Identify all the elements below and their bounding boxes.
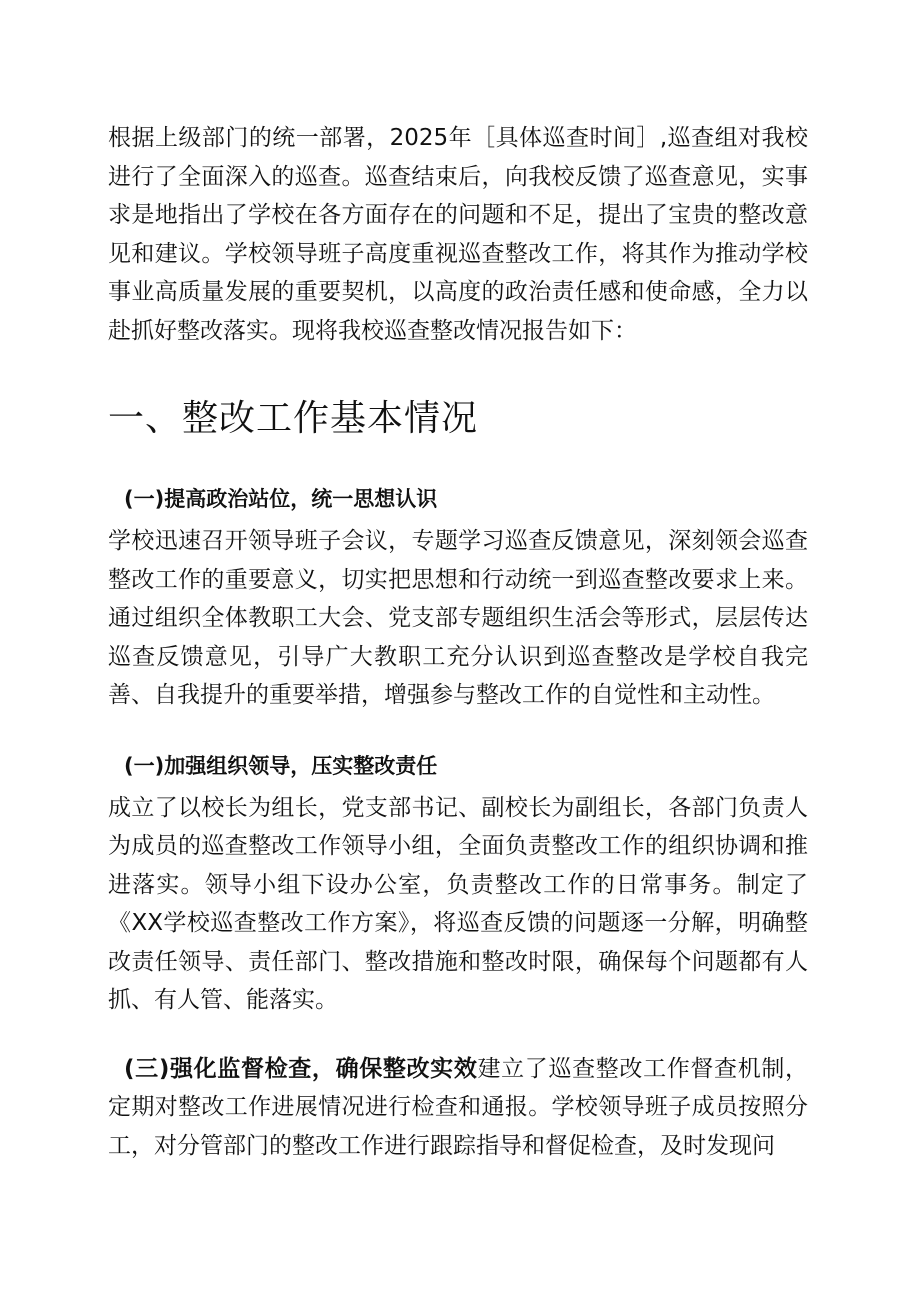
section-1-title: 一、整改工作基本情况 (108, 398, 479, 439)
subsection-3-body: 建立了巡查整改工作督查机制，定期对整改工作进展情况进行检查和通报。学校领导班子成员按照分工，对分管部门的整改工作进行跟踪指导和督促检查，及时发现问 (108, 1055, 809, 1159)
document-page (108, 119, 808, 1165)
subsection-1-body: 学校迅速召开领导班子会议，专题学习巡查反馈意见，深刻领会巡查整改工作的重要意义，切实把思想和行动统一到巡查整改要求上来。通过组织全体教职工大会、党支部专题组织生活会等形式，层层传达巡查反馈意见，引导广大教职工充分认识到巡查整改是学校自我完善、自我提升的重要举措，增强参与整改工作的自觉性和主动性。 (108, 528, 808, 708)
subsection-3-heading: (三)强化监督检查，确保整改实效 (124, 1055, 478, 1082)
subsection-3-paragraph (108, 1050, 808, 1166)
subsection-2-body: 成立了以校长为组长，党支部书记、副校长为副组长，各部门负责人为成员的巡查整改工作领导小组，全面负责整改工作的组织协调和推进落实。领导小组下设办公室，负责整改工作的日常事务。制定了《XX学校巡查整改工作方案》，将巡查反馈的问题逐一分解，明确整改责任领导、责任部门、整改措施和整改时限，确保每个问题都有人抓、有人管、能落实。 (108, 794, 808, 1013)
subsection-2-heading: (一)加强组织领导，压实整改责任 (124, 753, 438, 778)
subsection-1-heading: (一)提高政治站位，统一思想认识 (124, 487, 438, 511)
intro-paragraph: 根据上级部门的统一部署，2025年［具体巡查时间］,巡查组对我校进行了全面深入的巡查。巡查结束后，向我校反馈了巡查意见，实事求是地指出了学校在各方面存在的问题和不足，提出了宝贵的整改意见和建议。学校领导班子高度重视巡查整改工作，将其作为推动学校事业高质量发展的重要契机，以高度的政治责任感和使命感，全力以赴抓好整改落实。现将我校巡查整改情况报告如下： (108, 125, 808, 344)
